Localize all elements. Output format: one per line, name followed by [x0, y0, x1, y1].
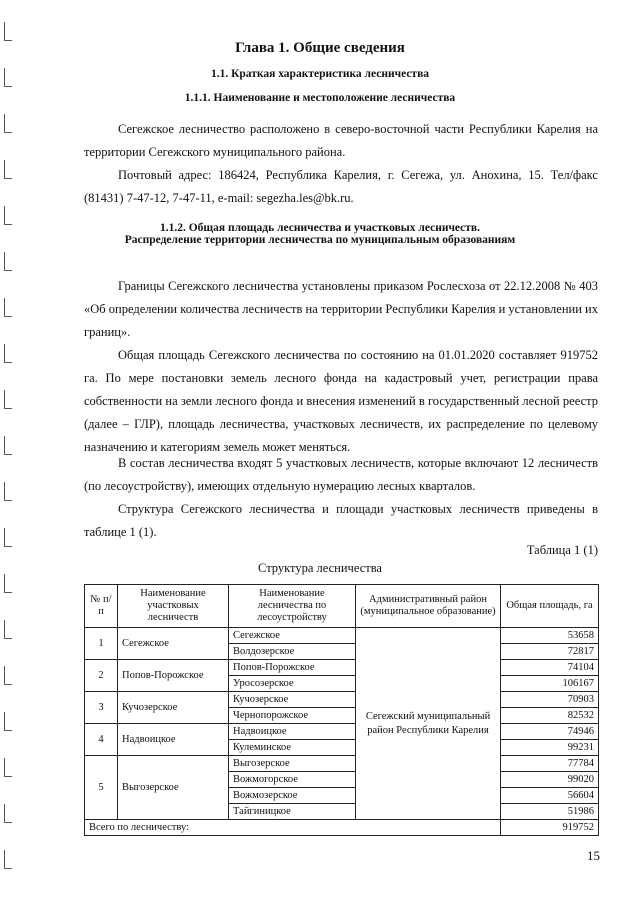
chapter-title: Глава 1. Общие сведения [235, 40, 405, 56]
forestry-name: Выгозерское [229, 756, 356, 772]
header-num: № п/п [85, 585, 118, 628]
area-value: 99231 [501, 740, 599, 756]
forestry-name: Надвоицкое [229, 724, 356, 740]
table-row [85, 724, 599, 740]
paragraph-structure: Структура Сегежского лесничества и площади участковых лесничеств приведены в таблице 1 (1). [84, 502, 598, 539]
group-name: Выгозерское [118, 756, 229, 820]
binding-edge [0, 0, 16, 905]
area-value: 51986 [501, 804, 599, 820]
group-num: 4 [85, 724, 118, 756]
area-value: 82532 [501, 708, 599, 724]
section-heading-1-1: 1.1. Краткая характеристика лесничества [210, 68, 430, 80]
group-name: Кучозерское [118, 692, 229, 724]
table-number: Таблица 1 (1) [526, 543, 598, 557]
total-label: Всего по лесничеству: [85, 820, 501, 836]
table-row [85, 756, 599, 772]
area-value: 56604 [501, 788, 599, 804]
forestry-name: Вожмогорское [229, 772, 356, 788]
paragraph-address: Почтовый адрес: 186424, Республика Карелия, г. Сегежа, ул. Анохина, 15. Тел/факс (81431) 7-47-12, 7-47-11, e-mail: segezha.les@bk.ru. [84, 168, 598, 205]
header-area: Общая площадь, га [501, 585, 599, 628]
area-value: 70903 [501, 692, 599, 708]
section-heading-1-1-1: 1.1.1. Наименование и местоположение лесничества [184, 92, 456, 104]
forestry-structure-table [84, 584, 599, 836]
header-forestry: Наименование лесничества по лесоустройству [229, 585, 356, 628]
forestry-name: Вожмозерское [229, 788, 356, 804]
area-value: 106167 [501, 676, 599, 692]
paragraph-area: Общая площадь Сегежского лесничества по состоянию на 01.01.2020 составляет 919752 га. По мере постановки земель лесного фонда на кадастровый учет, регистрации права собственности на земли лесного фонда и внесения изменений в государственный лесной реестр (далее – ГЛР), площадь лесничества, участковых лесничеств, их распределение по целевому назначению и категориям земель может меняться. [84, 348, 598, 454]
admin-district-cell: Сегежский муниципальный район Республики Карелия [356, 628, 501, 820]
table-header-row [85, 585, 599, 628]
paragraph-composition: В состав лесничества входят 5 участковых лесничеств, которые включают 12 лесничеств (по лесоустройству), имеющих отдельную нумерацию лесных кварталов. [84, 456, 598, 493]
table-row [85, 628, 599, 644]
section-heading-1-1-2-line2: Распределение территории лесничества по муниципальным образованиям [124, 234, 516, 246]
area-value: 99020 [501, 772, 599, 788]
group-name: Сегежское [118, 628, 229, 660]
header-district-forestry: Наименование участковых лесничеств [118, 585, 229, 628]
group-name: Надвоицкое [118, 724, 229, 756]
section-heading-1-1-2-line1: 1.1.2. Общая площадь лесничества и участковых лесничеств. [159, 222, 481, 234]
forestry-name: Уросозерское [229, 676, 356, 692]
forestry-name: Чернопорожское [229, 708, 356, 724]
group-num: 3 [85, 692, 118, 724]
forestry-name: Тайгиницкое [229, 804, 356, 820]
header-admin-district: Административный район (муниципальное образование) [356, 585, 501, 628]
forestry-name: Волдозерское [229, 644, 356, 660]
forestry-name: Сегежское [229, 628, 356, 644]
paragraph-borders: Границы Сегежского лесничества установлены приказом Рослесхоза от 22.12.2008 № 403 «Об определении количества лесничеств на территории Республики Карелия и установлении их границ». [84, 279, 598, 339]
area-value: 77784 [501, 756, 599, 772]
group-num: 2 [85, 660, 118, 692]
area-value: 74946 [501, 724, 599, 740]
group-name: Попов-Порожское [118, 660, 229, 692]
table-total-row [85, 820, 599, 836]
table-row [85, 692, 599, 708]
group-num: 1 [85, 628, 118, 660]
table-row [85, 660, 599, 676]
area-value: 72817 [501, 644, 599, 660]
section-heading-1-1-2 [0, 222, 640, 246]
table-title: Структура лесничества [258, 561, 382, 575]
area-value: 74104 [501, 660, 599, 676]
area-value: 53658 [501, 628, 599, 644]
page-number: 15 [587, 848, 600, 863]
forestry-name: Кулеминское [229, 740, 356, 756]
group-num: 5 [85, 756, 118, 820]
total-value: 919752 [501, 820, 599, 836]
forestry-name: Кучозерское [229, 692, 356, 708]
forestry-name: Попов-Порожское [229, 660, 356, 676]
paragraph-location: Сегежское лесничество расположено в северо-восточной части Республики Карелия на территории Сегежского муниципального района. [84, 122, 598, 159]
